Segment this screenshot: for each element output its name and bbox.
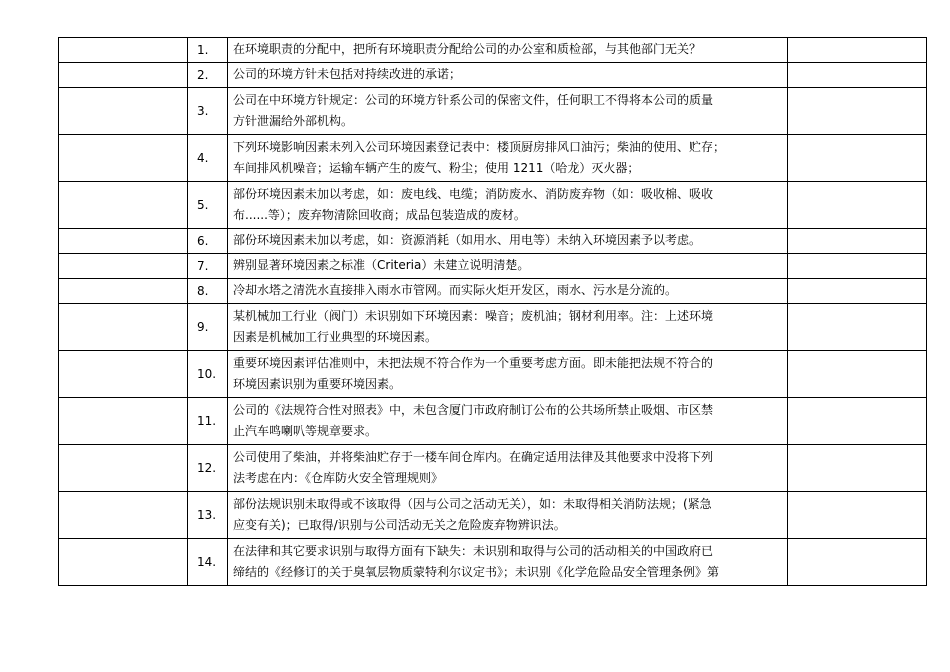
left-blank-cell xyxy=(59,398,188,445)
table-row xyxy=(59,38,927,63)
right-blank-cell xyxy=(788,539,927,586)
row-number: 1. xyxy=(188,38,228,63)
left-blank-cell xyxy=(59,539,188,586)
table-row xyxy=(59,88,927,135)
finding-text: 在法律和其它要求识别与取得方面有下缺失：未识别和取得与公司的活动相关的中国政府已 缔结的《经修订的关于臭氧层物质蒙特利尔议定书》；未识别《化学危险品安全管理条例》第 xyxy=(228,539,788,586)
finding-text: 部份环境因素未加以考虑，如：资源消耗（如用水、用电等）未纳入环境因素予以考虑。 xyxy=(228,229,788,254)
table-row xyxy=(59,304,927,351)
row-number: 11. xyxy=(188,398,228,445)
right-blank-cell xyxy=(788,38,927,63)
left-blank-cell xyxy=(59,304,188,351)
row-number: 14. xyxy=(188,539,228,586)
table-row xyxy=(59,445,927,492)
table-row xyxy=(59,182,927,229)
table-row xyxy=(59,229,927,254)
left-blank-cell xyxy=(59,88,188,135)
table-row xyxy=(59,63,927,88)
right-blank-cell xyxy=(788,254,927,279)
finding-text: 部份环境因素未加以考虑，如：废电线、电缆；消防废水、消防废弃物（如：吸收棉、吸收 布......等）；废弃物清除回收商；成品包装造成的废材。 xyxy=(228,182,788,229)
right-blank-cell xyxy=(788,229,927,254)
right-blank-cell xyxy=(788,398,927,445)
left-blank-cell xyxy=(59,229,188,254)
right-blank-cell xyxy=(788,492,927,539)
finding-text: 公司的《法规符合性对照表》中，未包含厦门市政府制订公布的公共场所禁止吸烟、市区禁 止汽车鸣喇叭等规章要求。 xyxy=(228,398,788,445)
right-blank-cell xyxy=(788,445,927,492)
finding-text: 辨别显著环境因素之标准（Criteria）未建立说明清楚。 xyxy=(228,254,788,279)
right-blank-cell xyxy=(788,279,927,304)
finding-text: 在环境职责的分配中，把所有环境职责分配给公司的办公室和质检部，与其他部门无关？ xyxy=(228,38,788,63)
left-blank-cell xyxy=(59,135,188,182)
row-number: 3. xyxy=(188,88,228,135)
finding-text: 某机械加工行业（阀门）未识别如下环境因素：噪音；废机油；钢材利用率。注：上述环境 因素是机械加工行业典型的环境因素。 xyxy=(228,304,788,351)
row-number: 2. xyxy=(188,63,228,88)
table-body xyxy=(59,38,927,586)
left-blank-cell xyxy=(59,492,188,539)
finding-text: 公司在中环境方针规定：公司的环境方针系公司的保密文件，任何职工不得将本公司的质量 方针泄漏给外部机构。 xyxy=(228,88,788,135)
row-number: 12. xyxy=(188,445,228,492)
right-blank-cell xyxy=(788,304,927,351)
row-number: 4. xyxy=(188,135,228,182)
row-number: 5. xyxy=(188,182,228,229)
right-blank-cell xyxy=(788,351,927,398)
right-blank-cell xyxy=(788,63,927,88)
table-row xyxy=(59,492,927,539)
table-row xyxy=(59,398,927,445)
audit-findings-table xyxy=(58,37,927,586)
row-number: 13. xyxy=(188,492,228,539)
table-row xyxy=(59,351,927,398)
left-blank-cell xyxy=(59,445,188,492)
finding-text: 冷却水塔之清洗水直接排入雨水市管网。而实际火炬开发区，雨水、污水是分流的。 xyxy=(228,279,788,304)
left-blank-cell xyxy=(59,254,188,279)
left-blank-cell xyxy=(59,38,188,63)
row-number: 8. xyxy=(188,279,228,304)
table-row xyxy=(59,254,927,279)
right-blank-cell xyxy=(788,88,927,135)
left-blank-cell xyxy=(59,279,188,304)
row-number: 9. xyxy=(188,304,228,351)
finding-text: 部份法规识别未取得或不该取得（因与公司之活动无关），如：未取得相关消防法规；(紧急 应变有关)；已取得/识别与公司活动无关之危险废弃物辨识法。 xyxy=(228,492,788,539)
table-row xyxy=(59,539,927,586)
right-blank-cell xyxy=(788,182,927,229)
left-blank-cell xyxy=(59,182,188,229)
table-row xyxy=(59,279,927,304)
finding-text: 重要环境因素评估准则中，未把法规不符合作为一个重要考虑方面。即未能把法规不符合的 环境因素识别为重要环境因素。 xyxy=(228,351,788,398)
row-number: 7. xyxy=(188,254,228,279)
finding-text: 公司使用了柴油，并将柴油贮存于一楼车间仓库内。在确定适用法律及其他要求中没将下列 法考虑在内：《仓库防火安全管理规则》 xyxy=(228,445,788,492)
table-row xyxy=(59,135,927,182)
left-blank-cell xyxy=(59,351,188,398)
row-number: 6. xyxy=(188,229,228,254)
finding-text: 公司的环境方针未包括对持续改进的承诺； xyxy=(228,63,788,88)
right-blank-cell xyxy=(788,135,927,182)
left-blank-cell xyxy=(59,63,188,88)
row-number: 10. xyxy=(188,351,228,398)
finding-text: 下列环境影响因素未列入公司环境因素登记表中：楼顶厨房排风口油污；柴油的使用、贮存； 车间排风机噪音；运输车辆产生的废气、粉尘；使用 1211（哈龙）灭火器； xyxy=(228,135,788,182)
